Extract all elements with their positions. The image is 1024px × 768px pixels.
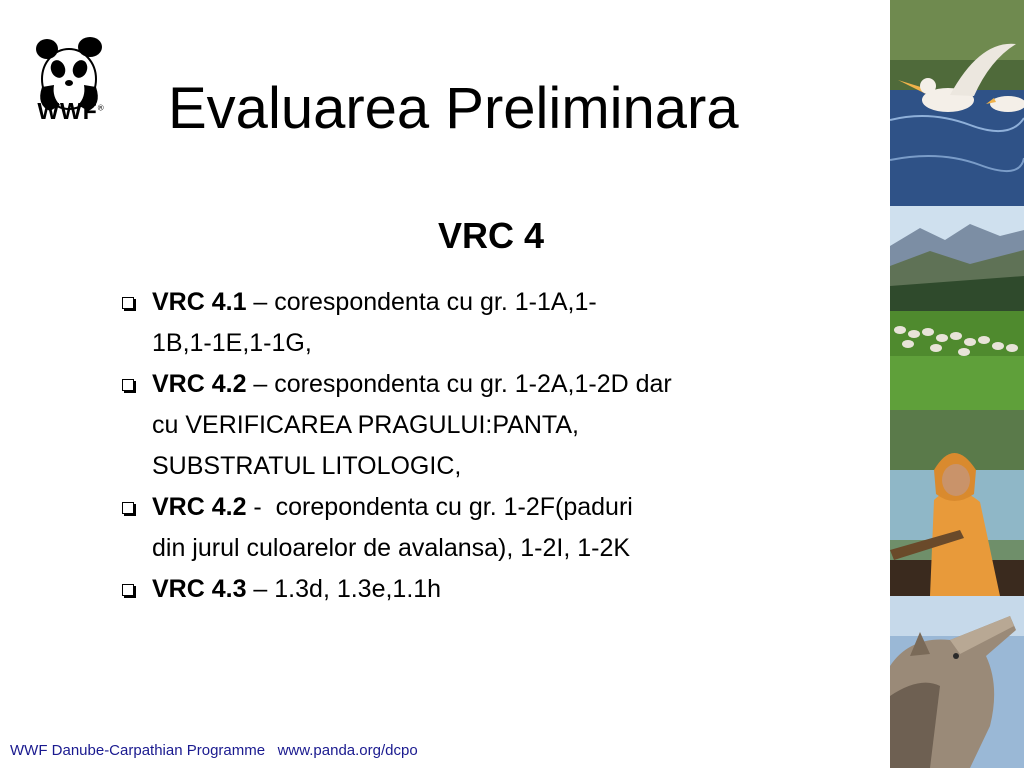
item-separator: – [246,370,275,398]
checkbox-bullet-icon [122,502,134,514]
pelican-photo [890,0,1024,206]
bullet-item [118,282,798,364]
item-text: corespondenta cu gr. 1-1A,1- [274,288,597,316]
item-continuation: din jurul culoarelor de avalansa), 1-2I, 1-2K [152,534,631,562]
item-continuation: cu VERIFICAREA PRAGULUI:PANTA, [152,411,579,439]
bullet-list [118,282,798,610]
page-title: Evaluarea Preliminara [168,76,739,141]
fisherman-photo [890,410,1024,596]
mountain-sheep-photo [890,206,1024,410]
item-text: corespondenta cu gr. 1-2A,1-2D dar [274,370,672,398]
item-separator: – [246,288,275,316]
item-code: VRC 4.3 [152,575,247,603]
bullet-item [118,569,798,610]
checkbox-bullet-icon [122,584,134,596]
wwf-logo-text: WWF® [37,98,105,124]
item-code: VRC 4.2 [152,370,247,398]
item-code: VRC 4.2 [152,493,247,521]
item-separator: – [246,575,275,603]
item-code: VRC 4.1 [152,288,247,316]
item-text: 1.3d, 1.3e,1.1h [274,575,442,603]
wolf-photo [890,596,1024,768]
bullet-item [118,364,798,487]
checkbox-bullet-icon [122,297,134,309]
item-continuation: SUBSTRATUL LITOLOGIC, [152,452,462,480]
footer-text: WWF Danube-Carpathian Programme www.panda.org/dcpo [10,742,418,759]
photo-strip [890,0,1024,768]
item-continuation: 1B,1-1E,1-1G, [152,329,312,357]
slide-subtitle: VRC 4 [438,215,545,256]
checkbox-bullet-icon [122,379,134,391]
item-separator: - [246,493,276,521]
bullet-item [118,487,798,569]
item-text: corepondenta cu gr. 1-2F(paduri [275,493,633,521]
